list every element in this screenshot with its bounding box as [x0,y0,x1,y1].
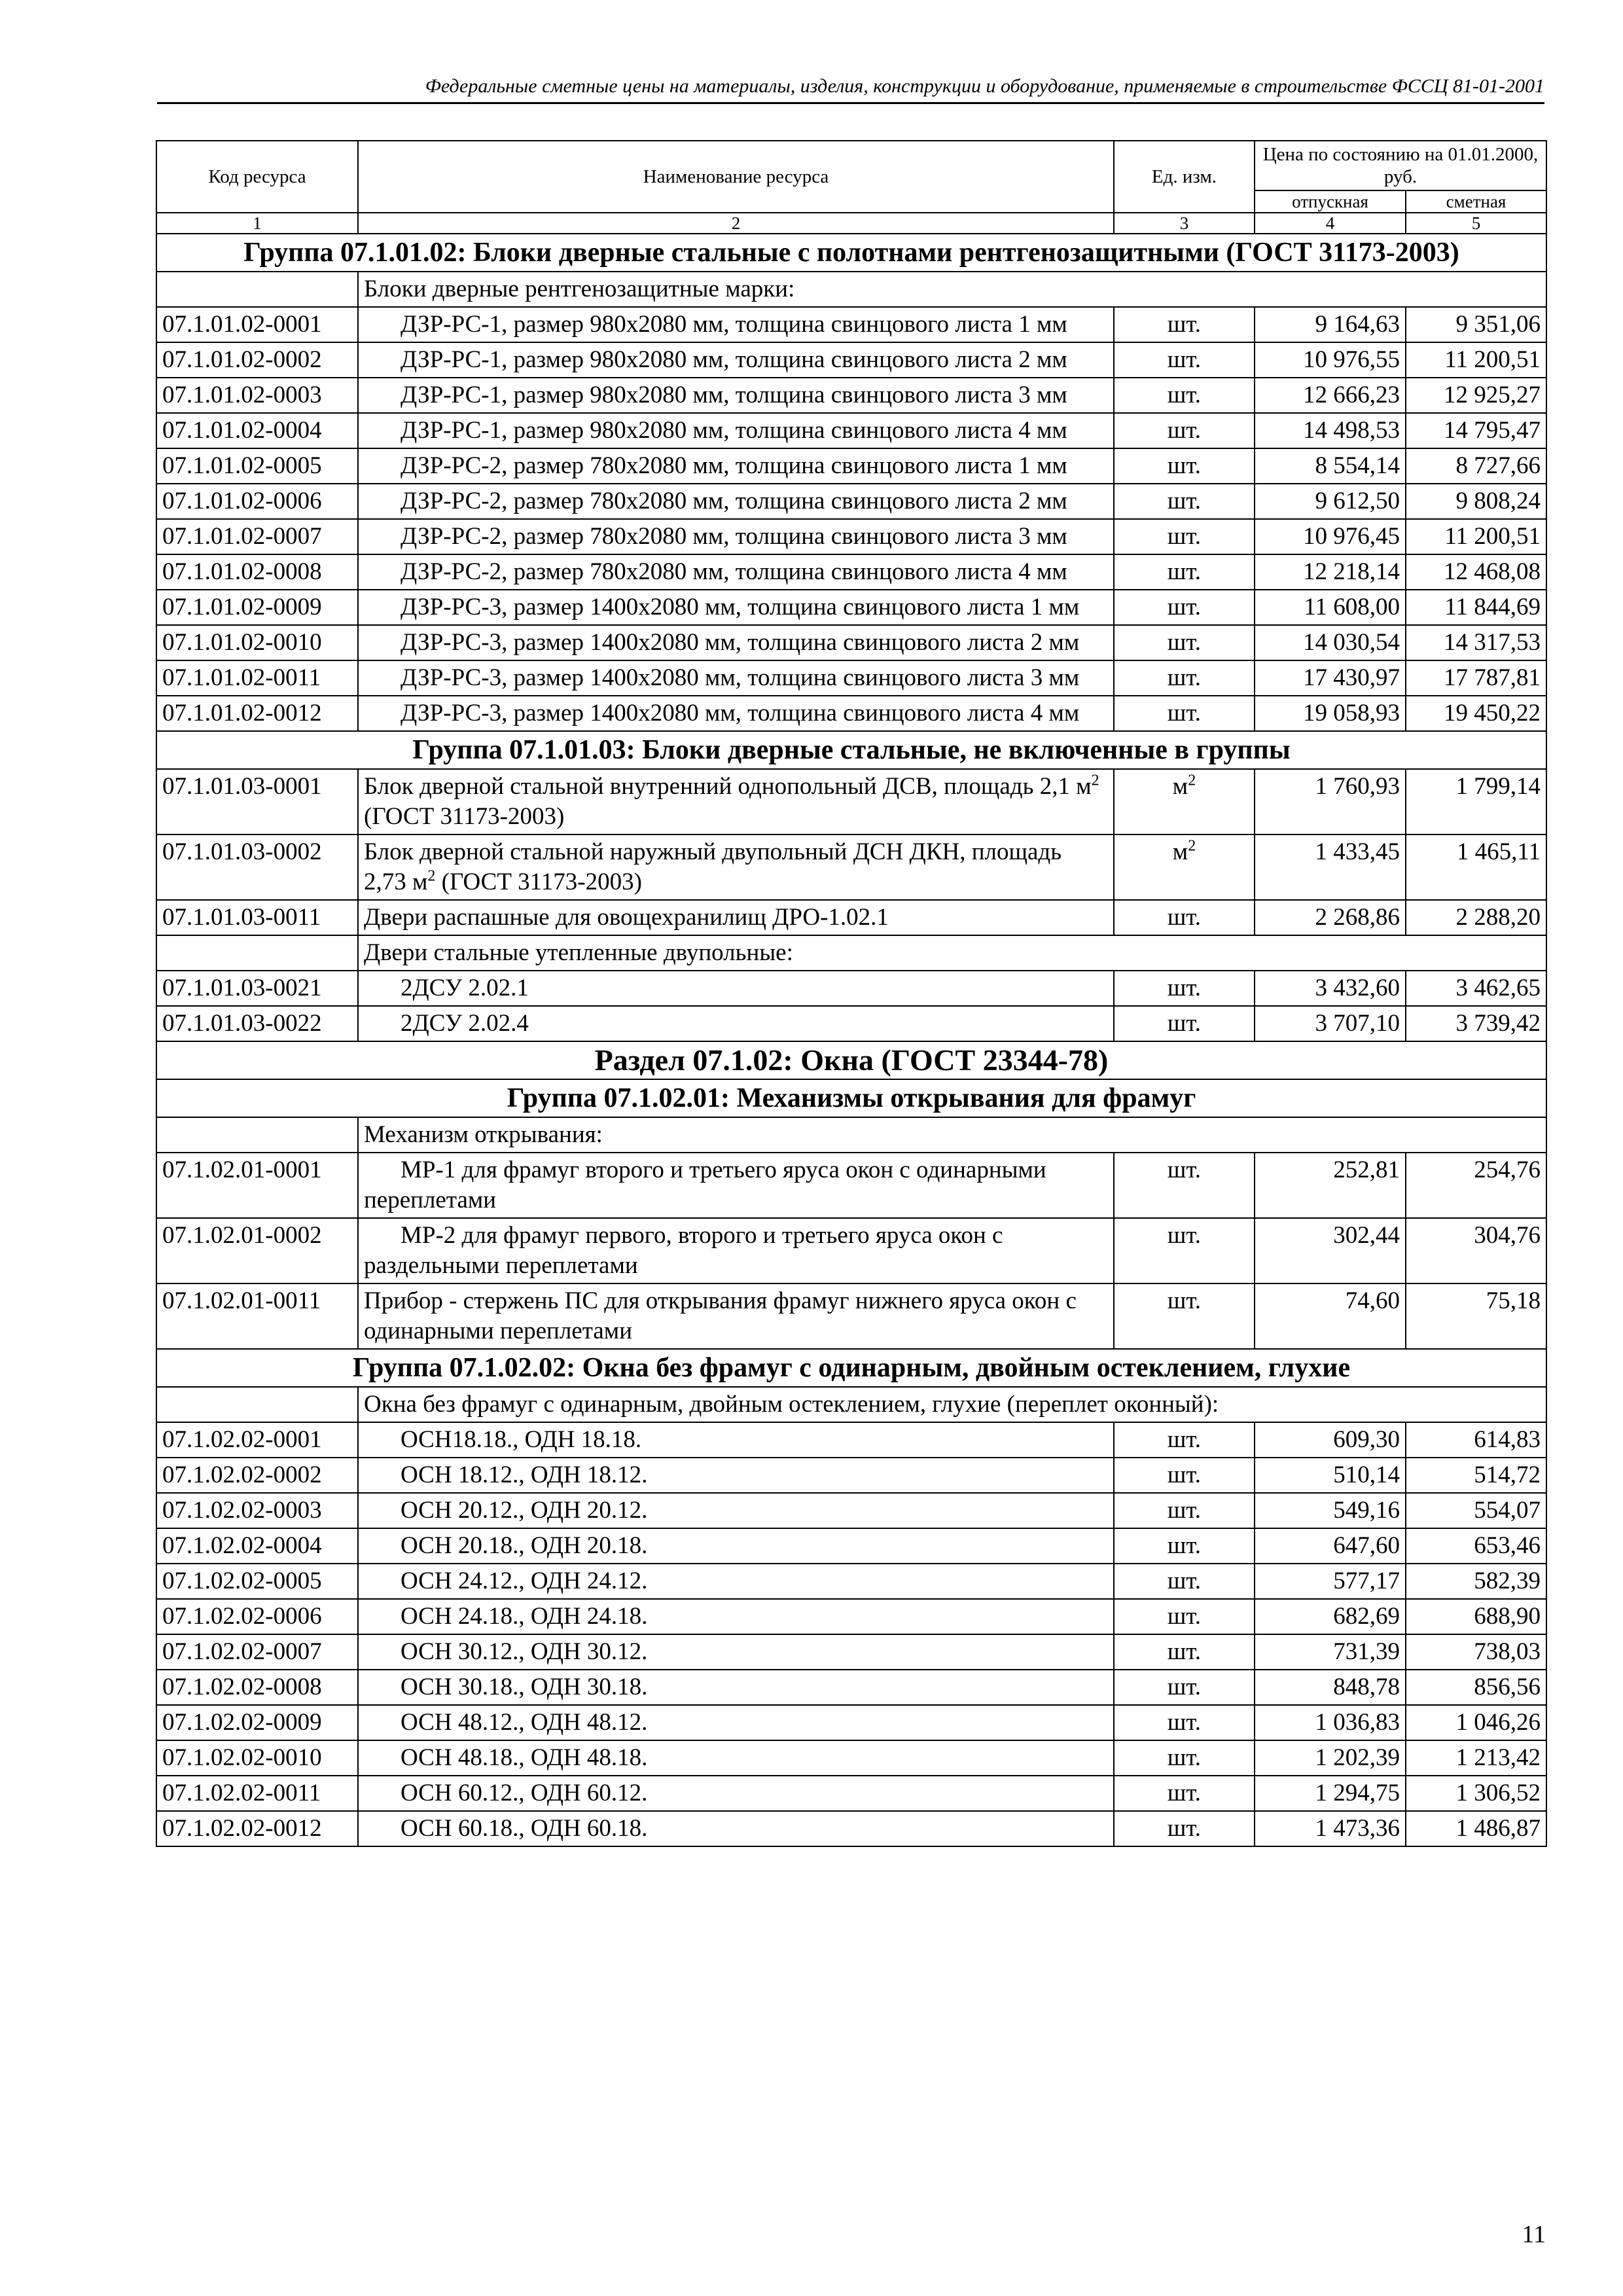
group-title-row [156,1349,1546,1387]
column-number: 3 [1114,213,1255,234]
resource-name [358,1422,1114,1458]
unit-of-measure [1114,1218,1255,1283]
release-price: 510,14 [1255,1458,1406,1493]
subgroup-row [156,1387,1546,1422]
resource-code: 07.1.02.02-0008 [156,1670,358,1705]
unit-text: шт. [1167,417,1202,444]
table-row [156,1740,1546,1776]
release-price: 10 976,45 [1255,519,1406,554]
release-price: 3 707,10 [1255,1006,1406,1041]
table-row [156,1705,1546,1740]
estimate-price: 8 727,66 [1406,448,1546,484]
unit-of-measure [1114,834,1255,900]
estimate-price: 3 462,65 [1406,971,1546,1006]
estimate-price: 738,03 [1406,1634,1546,1670]
table-row [156,413,1546,448]
resource-code: 07.1.02.02-0007 [156,1634,358,1670]
unit-text: шт. [1167,488,1202,514]
estimate-price: 11 200,51 [1406,342,1546,378]
resource-name-text: ДЗР-РС-2, размер 780х2080 мм, толщина свинцового листа 1 мм [401,452,1067,479]
resource-code: 07.1.02.02-0001 [156,1422,358,1458]
resource-name-text: Прибор - стержень ПС для открывания фрамуг нижнего яруса окон с одинарными переплетами [364,1287,1077,1344]
table-row [156,900,1546,935]
header-release-price: отпускная [1255,190,1406,213]
release-price: 10 976,55 [1255,342,1406,378]
table-row [156,1811,1546,1846]
resource-name-text: ОСН 20.12., ОДН 20.12. [401,1497,648,1524]
resource-code: 07.1.01.02-0003 [156,378,358,413]
release-price: 577,17 [1255,1564,1406,1599]
resource-name-text: ОСН18.18., ОДН 18.18. [401,1426,642,1453]
resource-name [358,696,1114,731]
release-price: 1 473,36 [1255,1811,1406,1846]
column-number: 4 [1255,213,1406,234]
unit-text: шт. [1167,1603,1202,1630]
empty-cell [156,935,358,971]
resource-code: 07.1.01.02-0012 [156,696,358,731]
table-row [156,1493,1546,1528]
unit-of-measure [1114,1740,1255,1776]
release-price: 11 608,00 [1255,590,1406,625]
unit-of-measure [1114,1776,1255,1811]
header-estimate-price: сметная [1406,190,1546,213]
header-name: Наименование ресурса [358,141,1114,213]
subgroup-row [156,272,1546,307]
resource-code: 07.1.01.02-0008 [156,554,358,590]
estimate-price: 14 795,47 [1406,413,1546,448]
resource-name [358,834,1114,900]
table-row [156,342,1546,378]
release-price: 12 218,14 [1255,554,1406,590]
unit-of-measure [1114,1634,1255,1670]
unit-of-measure [1114,1153,1255,1218]
resource-code: 07.1.01.03-0021 [156,971,358,1006]
resource-code: 07.1.02.02-0012 [156,1811,358,1846]
table-row [156,660,1546,696]
release-price: 609,30 [1255,1422,1406,1458]
resource-name [358,378,1114,413]
empty-cell [156,272,358,307]
unit-of-measure [1114,378,1255,413]
resource-name [358,307,1114,342]
table-row [156,625,1546,660]
unit-text: шт. [1167,382,1202,408]
resource-name [358,1634,1114,1670]
resource-name-text: ОСН 24.12., ОДН 24.12. [401,1568,648,1594]
resource-name [358,342,1114,378]
table-row [156,1283,1546,1349]
estimate-price: 12 925,27 [1406,378,1546,413]
resource-code: 07.1.01.02-0002 [156,342,358,378]
unit-text: шт. [1167,311,1202,338]
resource-name-tail: (ГОСТ 31173-2003) [435,869,642,895]
group-title: Группа 07.1.02.02: Окна без фрамуг с одинарным, двойным остеклением, глухие [156,1349,1546,1387]
table-row [156,590,1546,625]
resource-code: 07.1.02.02-0003 [156,1493,358,1528]
unit-text: шт. [1167,1462,1202,1488]
resource-name [358,590,1114,625]
table-row [156,307,1546,342]
resource-name-text: ОСН 20.18., ОДН 20.18. [401,1532,648,1559]
unit-of-measure [1114,342,1255,378]
unit-text: шт. [1167,1780,1202,1806]
release-price: 74,60 [1255,1283,1406,1349]
unit-of-measure [1114,1599,1255,1634]
table-row [156,696,1546,731]
table-row [156,484,1546,519]
resource-code: 07.1.01.02-0007 [156,519,358,554]
estimate-price: 554,07 [1406,1493,1546,1528]
unit-text: шт. [1167,904,1202,931]
unit-text: шт. [1167,1815,1202,1842]
superscript: 2 [1188,772,1196,789]
unit-of-measure [1114,1670,1255,1705]
table-row [156,1634,1546,1670]
resource-code: 07.1.01.02-0011 [156,660,358,696]
resource-name [358,1493,1114,1528]
unit-of-measure [1114,625,1255,660]
group-title: Группа 07.1.02.01: Механизмы открывания для фрамуг [156,1079,1546,1117]
resource-name [358,519,1114,554]
empty-cell [156,1387,358,1422]
resource-code: 07.1.02.02-0005 [156,1564,358,1599]
unit-of-measure [1114,307,1255,342]
resource-code: 07.1.01.02-0001 [156,307,358,342]
unit-of-measure [1114,1564,1255,1599]
resource-name-text: ДЗР-РС-3, размер 1400х2080 мм, толщина свинцового листа 1 мм [401,594,1080,620]
estimate-price: 254,76 [1406,1153,1546,1218]
release-price: 9 612,50 [1255,484,1406,519]
unit-of-measure [1114,1811,1255,1846]
section-title: Раздел 07.1.02: Окна (ГОСТ 23344-78) [156,1041,1546,1079]
estimate-price: 614,83 [1406,1422,1546,1458]
unit-text: шт. [1167,1568,1202,1594]
estimate-price: 12 468,08 [1406,554,1546,590]
unit-text: шт. [1167,664,1202,691]
unit-text: шт. [1167,1709,1202,1736]
unit-of-measure [1114,1006,1255,1041]
resource-name-text: ДЗР-РС-2, размер 780х2080 мм, толщина свинцового листа 4 мм [401,558,1067,585]
estimate-price: 1 465,11 [1406,834,1546,900]
group-title: Группа 07.1.01.03: Блоки дверные стальные, не включенные в группы [156,731,1546,769]
unit-of-measure [1114,1283,1255,1349]
unit-of-measure [1114,696,1255,731]
unit-text: м [1172,773,1188,800]
unit-text: шт. [1167,594,1202,620]
group-title-row [156,234,1546,272]
resource-name [358,554,1114,590]
release-price: 9 164,63 [1255,307,1406,342]
resource-name-text: ДЗР-РС-3, размер 1400х2080 мм, толщина свинцового листа 4 мм [401,700,1080,726]
resource-name [358,769,1114,834]
release-price: 19 058,93 [1255,696,1406,731]
column-number: 1 [156,213,358,234]
resource-name [358,1705,1114,1740]
estimate-price: 1 486,87 [1406,1811,1546,1846]
resource-name-text: ДЗР-РС-2, размер 780х2080 мм, толщина свинцового листа 3 мм [401,523,1067,550]
unit-text: шт. [1167,523,1202,550]
resource-name [358,448,1114,484]
resource-name-text: 2ДСУ 2.02.4 [401,1010,529,1037]
estimate-price: 1 046,26 [1406,1705,1546,1740]
table-row [156,519,1546,554]
page-number: 11 [1522,2221,1546,2248]
resource-name-tail: (ГОСТ 31173-2003) [364,803,565,830]
release-price: 731,39 [1255,1634,1406,1670]
resource-name [358,1599,1114,1634]
unit-of-measure [1114,1705,1255,1740]
resource-name-text: Блок дверной стальной внутренний однопольный ДСВ, площадь 2,1 м [364,773,1092,800]
superscript: 2 [427,867,436,885]
release-price: 1 760,93 [1255,769,1406,834]
unit-text: шт. [1167,452,1202,479]
table-row [156,1153,1546,1218]
estimate-price: 11 200,51 [1406,519,1546,554]
resource-name [358,1528,1114,1564]
superscript: 2 [1091,772,1099,789]
resource-code: 07.1.01.03-0002 [156,834,358,900]
resource-code: 07.1.01.02-0005 [156,448,358,484]
unit-text: шт. [1167,346,1202,373]
estimate-price: 14 317,53 [1406,625,1546,660]
resource-name-text: Блок дверной стальной наружный двупольный ДСН ДКН, площадь 2,73 м [364,838,1062,895]
table-row [156,1776,1546,1811]
resource-name [358,625,1114,660]
unit-text: шт. [1167,1497,1202,1524]
resource-name-text: ДЗР-РС-3, размер 1400х2080 мм, толщина свинцового листа 3 мм [401,664,1080,691]
unit-of-measure [1114,1528,1255,1564]
release-price: 647,60 [1255,1528,1406,1564]
resource-code: 07.1.02.02-0002 [156,1458,358,1493]
resource-code: 07.1.01.03-0011 [156,900,358,935]
release-price: 8 554,14 [1255,448,1406,484]
column-number: 5 [1406,213,1546,234]
resource-name [358,1776,1114,1811]
superscript: 2 [1188,837,1196,855]
resource-name-text: ДЗР-РС-1, размер 980х2080 мм, толщина свинцового листа 4 мм [401,417,1067,444]
resource-name-text: ДЗР-РС-1, размер 980х2080 мм, толщина свинцового листа 2 мм [401,346,1067,373]
unit-text: шт. [1167,1222,1202,1249]
resource-name [358,971,1114,1006]
table-row [156,1458,1546,1493]
table-row [156,1218,1546,1283]
resource-name-text: ОСН 24.18., ОДН 24.18. [401,1603,648,1630]
resource-name-text: ОСН 18.12., ОДН 18.12. [401,1462,648,1488]
release-price: 14 498,53 [1255,413,1406,448]
estimate-price: 1 213,42 [1406,1740,1546,1776]
table-row [156,1599,1546,1634]
release-price: 17 430,97 [1255,660,1406,696]
subgroup-title: Механизм открывания: [358,1117,1546,1153]
resource-name [358,413,1114,448]
resource-code: 07.1.02.02-0006 [156,1599,358,1634]
estimate-price: 514,72 [1406,1458,1546,1493]
unit-of-measure [1114,519,1255,554]
release-price: 252,81 [1255,1153,1406,1218]
subgroup-row [156,935,1546,971]
subgroup-title: Окна без фрамуг с одинарным, двойным остеклением, глухие (переплет оконный): [358,1387,1546,1422]
unit-of-measure [1114,1493,1255,1528]
resource-name [358,660,1114,696]
unit-of-measure [1114,769,1255,834]
group-title-row [156,1079,1546,1117]
resource-code: 07.1.02.01-0001 [156,1153,358,1218]
unit-text: шт. [1167,1157,1202,1183]
table-row [156,378,1546,413]
unit-of-measure [1114,900,1255,935]
resource-name-text: МР-1 для фрамуг второго и третьего яруса окон с одинарными переплетами [364,1157,1046,1213]
release-price: 1 294,75 [1255,1776,1406,1811]
resource-name-text: ДЗР-РС-2, размер 780х2080 мм, толщина свинцового листа 2 мм [401,488,1067,514]
resource-name-text: ОСН 48.12., ОДН 48.12. [401,1709,648,1736]
estimate-price: 19 450,22 [1406,696,1546,731]
subgroup-row [156,1117,1546,1153]
resource-code: 07.1.02.01-0011 [156,1283,358,1349]
estimate-price: 1 799,14 [1406,769,1546,834]
release-price: 682,69 [1255,1599,1406,1634]
running-header: Федеральные сметные цены на материалы, изделия, конструкции и оборудование, применяемые в строительстве ФССЦ 81-01-2001 [157,73,1544,104]
resource-name-text: ОСН 30.12., ОДН 30.12. [401,1638,648,1665]
resource-code: 07.1.02.02-0009 [156,1705,358,1740]
header-code: Код ресурса [156,141,358,213]
resource-code: 07.1.01.02-0010 [156,625,358,660]
resource-name [358,1006,1114,1041]
unit-text: шт. [1167,558,1202,585]
resource-code: 07.1.01.03-0001 [156,769,358,834]
estimate-price: 304,76 [1406,1218,1546,1283]
table-body [156,234,1546,1846]
unit-text: шт. [1167,1426,1202,1453]
release-price: 14 030,54 [1255,625,1406,660]
unit-of-measure [1114,1422,1255,1458]
estimate-price: 9 351,06 [1406,307,1546,342]
resource-name-text: МР-2 для фрамуг первого, второго и третьего яруса окон с раздельными переплетами [364,1222,1003,1279]
estimate-price: 9 808,24 [1406,484,1546,519]
resource-name [358,1283,1114,1349]
estimate-price: 17 787,81 [1406,660,1546,696]
release-price: 12 666,23 [1255,378,1406,413]
price-table [156,140,1547,1847]
unit-text: шт. [1167,1744,1202,1771]
unit-text: шт. [1167,700,1202,726]
resource-name [358,900,1114,935]
unit-text: шт. [1167,1532,1202,1559]
subgroup-title: Двери стальные утепленные двупольные: [358,935,1546,971]
unit-of-measure [1114,413,1255,448]
resource-name-text: ДЗР-РС-1, размер 980х2080 мм, толщина свинцового листа 1 мм [401,311,1067,338]
unit-of-measure [1114,590,1255,625]
unit-text: м [1172,838,1188,865]
resource-code: 07.1.01.03-0022 [156,1006,358,1041]
unit-of-measure [1114,448,1255,484]
unit-text: шт. [1167,629,1202,656]
release-price: 549,16 [1255,1493,1406,1528]
resource-code: 07.1.01.02-0006 [156,484,358,519]
release-price: 3 432,60 [1255,971,1406,1006]
resource-name [358,1811,1114,1846]
unit-of-measure [1114,484,1255,519]
estimate-price: 3 739,42 [1406,1006,1546,1041]
resource-name [358,1458,1114,1493]
release-price: 1 202,39 [1255,1740,1406,1776]
table-row [156,1422,1546,1458]
unit-of-measure [1114,660,1255,696]
table-row [156,1564,1546,1599]
unit-of-measure [1114,554,1255,590]
unit-text: шт. [1167,1638,1202,1665]
release-price: 1 433,45 [1255,834,1406,900]
unit-text: шт. [1167,1010,1202,1037]
resource-name-text: ОСН 30.18., ОДН 30.18. [401,1674,648,1700]
resource-name-text: Двери распашные для овощехранилищ ДРО-1.02.1 [364,904,889,931]
header-unit: Ед. изм. [1114,141,1255,213]
estimate-price: 11 844,69 [1406,590,1546,625]
resource-name [358,1740,1114,1776]
group-title-row [156,731,1546,769]
estimate-price: 582,39 [1406,1564,1546,1599]
estimate-price: 856,56 [1406,1670,1546,1705]
resource-code: 07.1.02.02-0010 [156,1740,358,1776]
unit-text: шт. [1167,1674,1202,1700]
resource-name [358,1218,1114,1283]
unit-text: шт. [1167,1287,1202,1314]
table-row [156,448,1546,484]
table-row [156,1670,1546,1705]
estimate-price: 653,46 [1406,1528,1546,1564]
resource-name [358,1153,1114,1218]
estimate-price: 1 306,52 [1406,1776,1546,1811]
empty-cell [156,1117,358,1153]
table-row [156,769,1546,834]
resource-name-text: ОСН 48.18., ОДН 48.18. [401,1744,648,1771]
estimate-price: 2 288,20 [1406,900,1546,935]
resource-code: 07.1.02.02-0004 [156,1528,358,1564]
estimate-price: 688,90 [1406,1599,1546,1634]
unit-of-measure [1114,971,1255,1006]
resource-code: 07.1.01.02-0004 [156,413,358,448]
group-title: Группа 07.1.01.02: Блоки дверные стальные с полотнами рентгенозащитными (ГОСТ 31173-2003) [156,234,1546,272]
resource-name-text: ОСН 60.18., ОДН 60.18. [401,1815,648,1842]
subgroup-title: Блоки дверные рентгенозащитные марки: [358,272,1546,307]
resource-name [358,1670,1114,1705]
unit-of-measure [1114,1458,1255,1493]
table-row [156,834,1546,900]
unit-text: шт. [1167,975,1202,1001]
resource-name-text: ДЗР-РС-3, размер 1400х2080 мм, толщина свинцового листа 2 мм [401,629,1080,656]
release-price: 302,44 [1255,1218,1406,1283]
estimate-price: 75,18 [1406,1283,1546,1349]
column-number: 2 [358,213,1114,234]
table-row [156,1006,1546,1041]
release-price: 848,78 [1255,1670,1406,1705]
resource-code: 07.1.01.02-0009 [156,590,358,625]
resource-code: 07.1.02.02-0011 [156,1776,358,1811]
table-row [156,971,1546,1006]
resource-name-text: ОСН 60.12., ОДН 60.12. [401,1780,648,1806]
header-price-group: Цена по состоянию на 01.01.2000, руб. [1255,141,1546,190]
resource-name [358,1564,1114,1599]
resource-name-text: 2ДСУ 2.02.1 [401,975,529,1001]
table-row [156,554,1546,590]
section-title-row [156,1041,1546,1079]
resource-name-text: ДЗР-РС-1, размер 980х2080 мм, толщина свинцового листа 3 мм [401,382,1067,408]
resource-code: 07.1.02.01-0002 [156,1218,358,1283]
table-row [156,1528,1546,1564]
release-price: 2 268,86 [1255,900,1406,935]
release-price: 1 036,83 [1255,1705,1406,1740]
resource-name [358,484,1114,519]
